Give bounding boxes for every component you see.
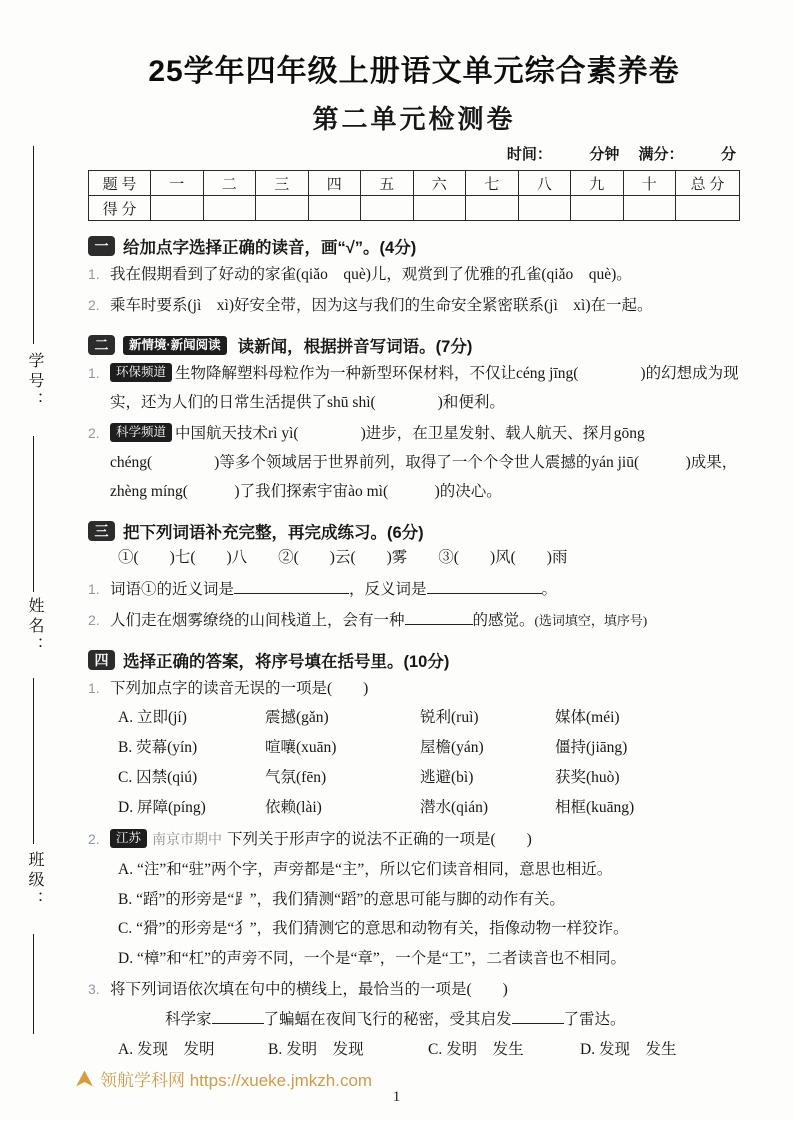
option: 屋檐(yán) bbox=[420, 739, 484, 756]
text-fragment: 的感觉。 bbox=[472, 612, 535, 629]
item-text: 我在假期看到了好动的家雀(qiǎo què)儿，观赏到了优雅的孔雀(qiǎo què)。 bbox=[110, 266, 632, 283]
score-cell bbox=[308, 196, 361, 221]
item-text: 乘车时要系(jì xì)好安全带，因为这与我们的生命安全紧密联系(jì xì)在一起。 bbox=[110, 297, 653, 314]
option: D. 屏障(píng) bbox=[118, 799, 206, 816]
item-number: 2. bbox=[88, 425, 100, 441]
question-item bbox=[88, 260, 740, 289]
question-number-label: 题 号 bbox=[89, 171, 151, 196]
option: 媒体(méi) bbox=[555, 709, 620, 726]
question-item bbox=[88, 419, 740, 506]
item-number: 1. bbox=[88, 680, 100, 696]
item-text bbox=[110, 825, 740, 855]
text-fragment: 中国航天技术rì yì( )进步，在卫星发射、载人航天、探月gōng chéng( )等多个领域居于世界前列，取得了一个个令世人震撼的yán jiū( )成果，zhèng míng( )了我们探索宇宙ào mì( )的决心。 bbox=[110, 425, 738, 500]
text-fragment: 。 bbox=[541, 581, 558, 598]
paper-content bbox=[88, 0, 740, 1065]
score-cell bbox=[466, 196, 519, 221]
item-text bbox=[110, 359, 740, 417]
footer-watermark-text: 领航学科网 https://xueke.jmkzh.com bbox=[100, 1071, 373, 1090]
score-cell bbox=[361, 196, 414, 221]
option: A. 立即(jí) bbox=[118, 709, 187, 726]
page-title: 25学年四年级上册语文单元综合素养卷 bbox=[148, 55, 680, 88]
question-item bbox=[88, 674, 740, 703]
text-fragment: 人们走在烟雾缭绕的山间栈道上，会有一种 bbox=[110, 612, 405, 629]
section-4-title: 选择正确的答案，将序号填在括号里。(10分) bbox=[123, 653, 450, 671]
margin-fill-line bbox=[33, 146, 34, 344]
option: 锐利(ruì) bbox=[420, 709, 479, 726]
hint-note: (选词填空，填序号) bbox=[534, 613, 648, 628]
item-number: 2. bbox=[88, 831, 100, 847]
item-number: 2. bbox=[88, 297, 100, 313]
score-cell bbox=[151, 196, 204, 221]
score-cell bbox=[623, 196, 676, 221]
score-table-header-row bbox=[89, 171, 740, 196]
footer-watermark bbox=[76, 1066, 372, 1091]
item-number: 3. bbox=[88, 981, 100, 997]
option: 震撼(gǎn) bbox=[265, 709, 329, 726]
text-fragment: 科学家 bbox=[165, 1011, 212, 1028]
section-2-number-badge: 二 bbox=[88, 335, 115, 355]
score-col: 七 bbox=[466, 171, 519, 196]
margin-fill-line bbox=[33, 436, 34, 592]
item-number: 1. bbox=[88, 365, 100, 381]
channel-badge: 环保频道 bbox=[110, 363, 172, 382]
option: B. “蹈”的形旁是“⻊”，我们猜测“蹈”的意思可能与脚的动作有关。 bbox=[118, 890, 565, 908]
option: C. “猾”的形旁是“犭”，我们猜测它的意思和动物有关，指像动物一样狡诈。 bbox=[118, 920, 629, 937]
score-col: 三 bbox=[256, 171, 309, 196]
section-2-header bbox=[88, 333, 740, 357]
item-text bbox=[110, 419, 740, 506]
item-text bbox=[110, 606, 740, 635]
score-label: 得 分 bbox=[89, 196, 151, 221]
score-col: 六 bbox=[413, 171, 466, 196]
student-id-label: 学号： bbox=[26, 352, 43, 412]
option: 僵持(jiāng) bbox=[555, 739, 628, 756]
item-text: 将下列词语依次填在句中的横线上，最恰当的一项是( ) bbox=[110, 981, 508, 998]
channel-badge: 科学频道 bbox=[110, 423, 172, 442]
score-cell bbox=[518, 196, 571, 221]
q3-options-grid bbox=[118, 1035, 740, 1065]
section-4-number-badge: 四 bbox=[88, 650, 115, 670]
page-number: 1 bbox=[392, 1089, 401, 1105]
text-fragment: 词语①的近义词是 bbox=[110, 581, 235, 598]
question-item bbox=[88, 975, 740, 1004]
item-text: 下列加点字的读音无误的一项是( ) bbox=[110, 680, 369, 697]
section-3-title: 把下列词语补充完整，再完成练习。(6分) bbox=[123, 524, 424, 542]
text-fragment: ，反义词是 bbox=[349, 581, 427, 598]
section-4-header bbox=[88, 648, 740, 672]
question-item bbox=[88, 359, 740, 417]
score-table bbox=[88, 170, 740, 221]
region-badge: 江苏 bbox=[110, 829, 147, 848]
section-1-header bbox=[88, 234, 740, 258]
score-cell bbox=[256, 196, 309, 221]
score-cell bbox=[676, 196, 740, 221]
score-col: 五 bbox=[361, 171, 414, 196]
option: B. 发明 发现 bbox=[268, 1041, 364, 1058]
item-number: 1. bbox=[88, 581, 100, 597]
total-score-col: 总 分 bbox=[676, 171, 740, 196]
text-fragment: 下列关于形声字的说法不正确的一项是( ) bbox=[227, 831, 532, 848]
score-col: 八 bbox=[518, 171, 571, 196]
page-subtitle: 第二单元检测卷 bbox=[312, 105, 516, 134]
time-score-line: 时间： 分钟 满分： 分 bbox=[506, 146, 736, 163]
section-1-number-badge: 一 bbox=[88, 236, 115, 256]
option: 气氛(fēn) bbox=[265, 769, 327, 786]
option: C. 发明 发生 bbox=[428, 1041, 524, 1058]
option: B. 荧幕(yín) bbox=[118, 739, 198, 756]
option: A. “注”和“驻”两个字，声旁都是“主”，所以它们读音相同，意思也相近。 bbox=[118, 861, 613, 878]
margin-fill-line bbox=[33, 678, 34, 844]
option: 逃避(bì) bbox=[420, 769, 474, 786]
blank-line bbox=[405, 610, 473, 625]
text-fragment: 了蝙蝠在夜间飞行的秘密，受其启发 bbox=[263, 1011, 512, 1028]
option: 获奖(huò) bbox=[555, 769, 620, 786]
word-completion-line: ①( )七( )八 ②( )云( )雾 ③( )风( )雨 bbox=[118, 549, 568, 566]
footer-logo-icon bbox=[76, 1071, 93, 1087]
question-item bbox=[88, 606, 740, 635]
q1-options-grid bbox=[118, 703, 740, 823]
score-col: 四 bbox=[308, 171, 361, 196]
section-3-header bbox=[88, 519, 740, 543]
exam-source-label: 南京市期中 bbox=[152, 833, 223, 848]
item-number: 1. bbox=[88, 266, 100, 282]
option: 喧嚷(xuān) bbox=[265, 739, 337, 756]
section-1-title: 给加点字选择正确的读音，画“√”。(4分) bbox=[123, 239, 417, 257]
score-cell bbox=[203, 196, 256, 221]
score-col: 二 bbox=[203, 171, 256, 196]
score-col: 九 bbox=[571, 171, 624, 196]
score-table-score-row bbox=[89, 196, 740, 221]
margin-fill-line bbox=[33, 934, 34, 1034]
question-item bbox=[88, 291, 740, 320]
blank-line bbox=[212, 1009, 264, 1024]
class-label: 班级： bbox=[26, 851, 43, 911]
news-context-badge: 新情境·新闻阅读 bbox=[123, 336, 227, 355]
name-label: 姓名： bbox=[26, 597, 43, 657]
option: D. “樟”和“杠”的声旁不同，一个是“章”，一个是“工”，二者读音也不相同。 bbox=[118, 949, 626, 967]
question-item bbox=[88, 575, 740, 604]
section-2-title: 读新闻，根据拼音写词语。(7分) bbox=[237, 338, 473, 356]
text-fragment: 生物降解塑料母粒作为一种新型环保材料，不仅让céng jīng( )的幻想成为现实，还为人们的日常生活提供了shū shì( )和便利。 bbox=[110, 365, 739, 411]
item-text bbox=[110, 575, 740, 604]
item-number: 2. bbox=[88, 612, 100, 628]
score-col: 一 bbox=[151, 171, 204, 196]
blank-line bbox=[427, 579, 542, 594]
option: 潜水(qián) bbox=[420, 799, 489, 816]
option: A. 发现 发明 bbox=[118, 1041, 215, 1058]
option: 相框(kuāng) bbox=[555, 799, 635, 816]
option: C. 囚禁(qiú) bbox=[118, 769, 198, 786]
fill-in-sentence bbox=[165, 1004, 740, 1035]
blank-line bbox=[234, 579, 349, 594]
score-cell bbox=[413, 196, 466, 221]
option: D. 发现 发生 bbox=[580, 1041, 677, 1058]
score-col: 十 bbox=[623, 171, 676, 196]
section-3-number-badge: 三 bbox=[88, 521, 115, 541]
score-cell bbox=[571, 196, 624, 221]
question-item bbox=[88, 825, 740, 855]
blank-line bbox=[512, 1009, 564, 1024]
text-fragment: 了雷达。 bbox=[563, 1011, 626, 1028]
option: 依赖(lài) bbox=[265, 799, 322, 816]
